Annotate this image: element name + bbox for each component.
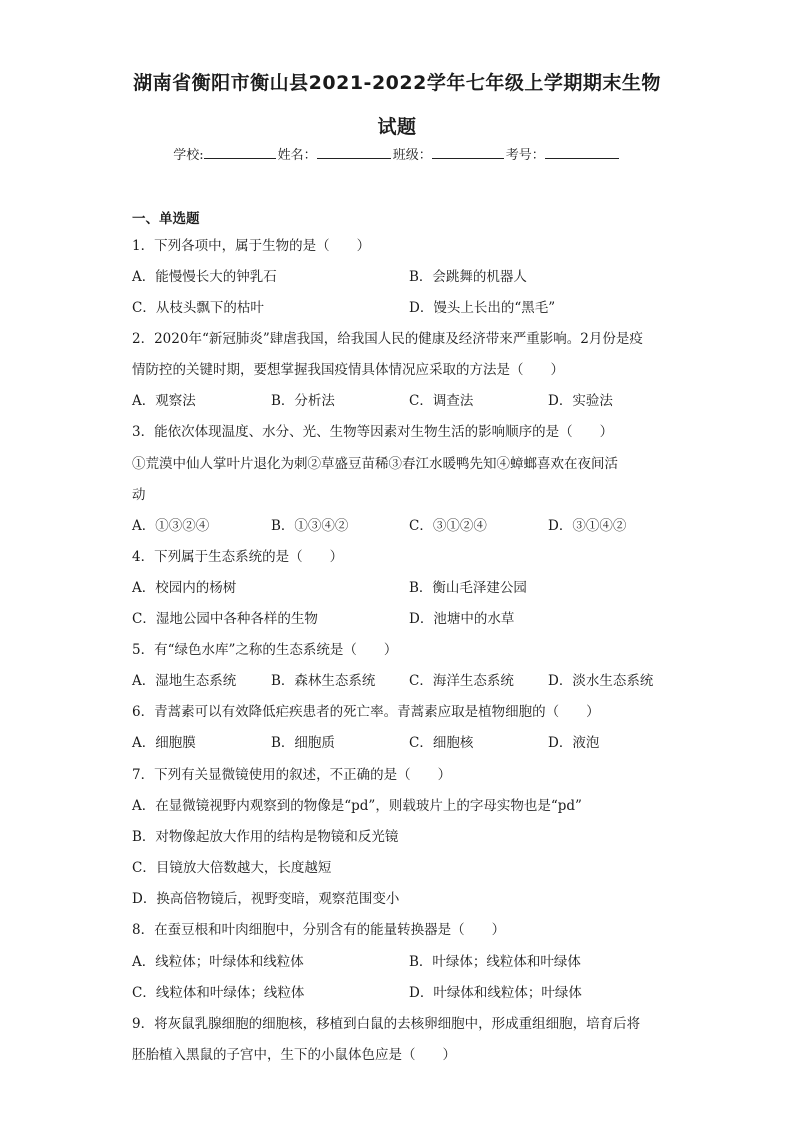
q4-option-d: D．池塘中的水草 xyxy=(409,611,515,627)
q3-option-c: C．③①②④ xyxy=(409,518,487,534)
q3-stem: 3．能依次体现温度、水分、光、生物等因素对生物生活的影响顺序的是（ ） xyxy=(132,424,614,440)
exam-title-line2: 试题 xyxy=(377,116,417,138)
q1-option-a: A．能慢慢长大的钟乳石 xyxy=(132,269,277,285)
q6-option-c: C．细胞核 xyxy=(409,735,474,751)
q5-option-b: B．森林生态系统 xyxy=(271,673,376,689)
q4-option-c: C．湿地公园中各种各样的生物 xyxy=(132,611,318,627)
q1-stem: 1．下列各项中，属于生物的是（ ） xyxy=(132,238,371,254)
q7-option-b: B．对物像起放大作用的结构是物镜和反光镜 xyxy=(132,829,399,845)
q3-detail-line2: 动 xyxy=(132,487,146,503)
q9-stem-line1: 9．将灰鼠乳腺细胞的细胞核，移植到白鼠的去核卵细胞中，形成重组细胞，培育后将 xyxy=(132,1016,641,1032)
q8-option-d: D．叶绿体和线粒体；叶绿体 xyxy=(409,985,582,1001)
q2-stem-line1: 2．2020年“新冠肺炎”肆虐我国，给我国人民的健康及经济带来严重影响。2月份是疫 xyxy=(132,331,643,347)
q4-option-a: A．校园内的杨树 xyxy=(132,580,237,596)
q3-detail-line1: ①荒漠中仙人掌叶片退化为刺②草盛豆苗稀③春江水暖鸭先知④蟑螂喜欢在夜间活 xyxy=(132,456,618,472)
q5-option-d: D．淡水生态系统 xyxy=(548,673,654,689)
q2-stem-line2: 情防控的关键时期，要想掌握我国疫情具体情况应采取的方法是（ ） xyxy=(132,362,564,378)
q7-option-c: C．目镜放大倍数越大，长度越短 xyxy=(132,860,332,876)
q9-stem-line2: 胚胎植入黑鼠的子宫中，生下的小鼠体色应是（ ） xyxy=(132,1047,456,1063)
q6-option-b: B．细胞质 xyxy=(271,735,335,751)
id-blank[interactable] xyxy=(545,146,619,159)
exam-title-line1: 湖南省衡阳市衡山县2021-2022学年七年级上学期期末生物 xyxy=(133,72,661,94)
q2-option-a: A．观察法 xyxy=(132,393,196,409)
q5-stem: 5．有“绿色水库”之称的生态系统是（ ） xyxy=(132,642,398,658)
q1-option-d: D．馒头上长出的“黑毛” xyxy=(409,300,556,316)
q8-option-c: C．线粒体和叶绿体；线粒体 xyxy=(132,985,305,1001)
q8-option-b: B．叶绿体；线粒体和叶绿体 xyxy=(409,954,581,970)
q5-option-c: C．海洋生态系统 xyxy=(409,673,514,689)
school-blank[interactable] xyxy=(204,146,276,159)
q8-stem: 8．在蚕豆根和叶肉细胞中，分别含有的能量转换器是（ ） xyxy=(132,922,506,938)
class-label: 班级： xyxy=(392,148,432,163)
q7-stem: 7．下列有关显微镜使用的叙述，不正确的是（ ） xyxy=(132,767,452,783)
id-label: 考号： xyxy=(505,148,545,163)
q4-stem: 4．下列属于生态系统的是（ ） xyxy=(132,549,344,565)
name-blank[interactable] xyxy=(317,146,391,159)
q3-option-d: D．③①④② xyxy=(548,518,627,534)
q4-option-b: B．衡山毛泽建公园 xyxy=(409,580,527,596)
q3-option-a: A．①③②④ xyxy=(132,518,210,534)
section-heading: 一、单选题 xyxy=(132,211,200,227)
q8-option-a: A．线粒体；叶绿体和线粒体 xyxy=(132,954,304,970)
q5-option-a: A．湿地生态系统 xyxy=(132,673,237,689)
name-label: 姓名： xyxy=(277,148,317,163)
q6-option-d: D．液泡 xyxy=(548,735,600,751)
q2-option-c: C．调查法 xyxy=(409,393,474,409)
school-label: 学校: xyxy=(173,148,204,163)
q2-option-b: B．分析法 xyxy=(271,393,335,409)
q7-option-d: D．换高倍物镜后，视野变暗，观察范围变小 xyxy=(132,891,400,907)
q2-option-d: D．实验法 xyxy=(548,393,613,409)
q3-option-b: B．①③④② xyxy=(271,518,349,534)
q1-option-b: B．会跳舞的机器人 xyxy=(409,269,527,285)
student-info-row xyxy=(0,144,794,163)
class-blank[interactable] xyxy=(432,146,504,159)
q6-option-a: A．细胞膜 xyxy=(132,735,196,751)
q6-stem: 6．青蒿素可以有效降低疟疾患者的死亡率。青蒿素应取是植物细胞的（ ） xyxy=(132,704,600,720)
q1-option-c: C．从枝头飘下的枯叶 xyxy=(132,300,264,316)
q7-option-a: A．在显微镜视野内观察到的物像是“pd”，则载玻片上的字母实物也是“pd” xyxy=(132,798,582,814)
